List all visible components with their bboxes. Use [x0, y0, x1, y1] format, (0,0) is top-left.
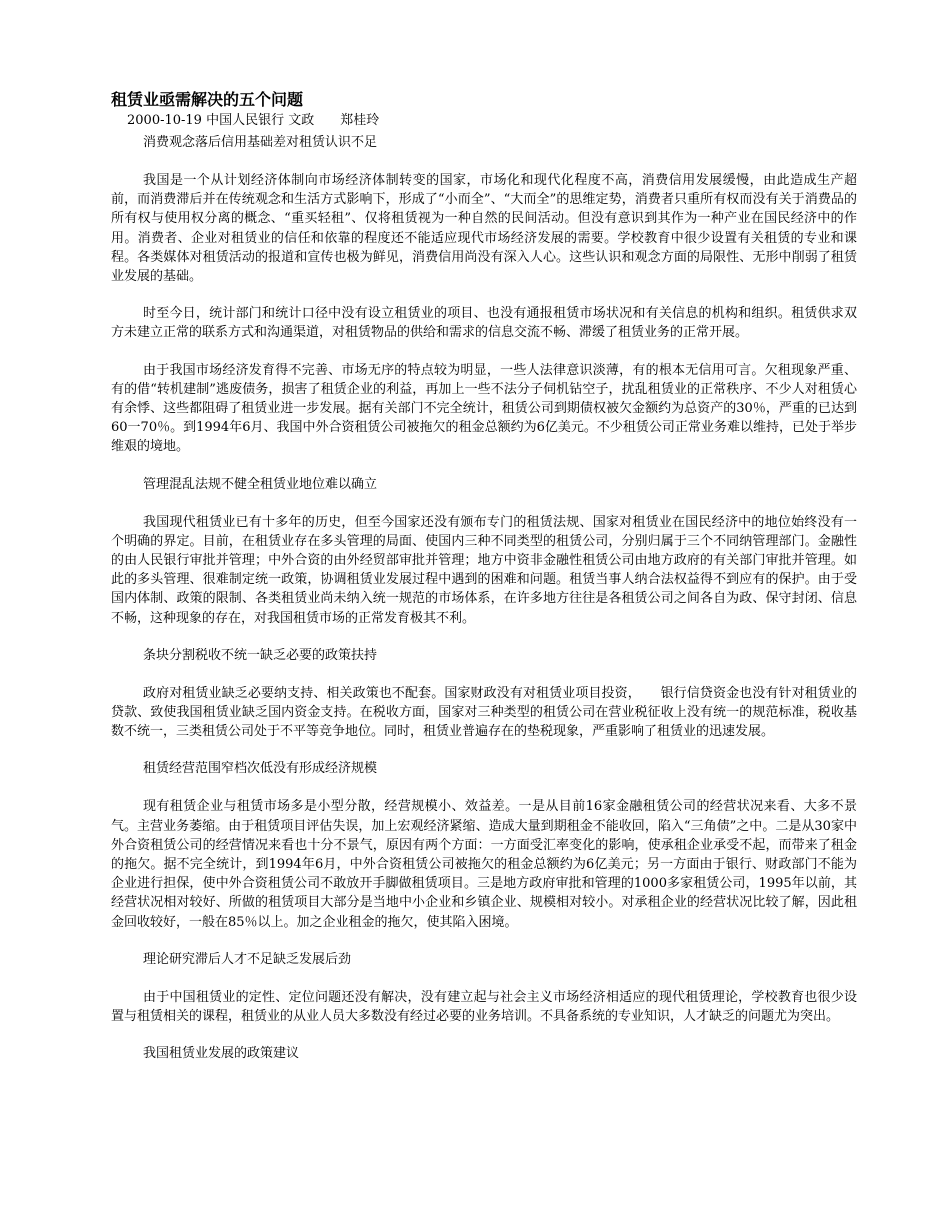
section-heading-3: 条块分割税收不统一缺乏必要的政策扶持 [143, 647, 378, 663]
article-title: 租赁业亟需解决的五个问题 [111, 90, 304, 109]
section-heading-2: 管理混乱法规不健全租赁业地位难以确立 [143, 476, 378, 492]
article-body [111, 88, 857, 1082]
paragraph: 由于我国市场经济发育得不完善、市场无序的特点较为明显，一些人法律意识淡薄，有的根本无信用可言。欠租现象严重、有的借“转机建制”逃废债务，损害了租赁企业的利益，再加上一些不法分子伺机钻空子，扰乱租赁业的正常秩序、不少人对租赁心有余悸、这些都阻碍了租赁业进一步发展。据有关部门不完全统计，租赁公司到期债权被欠金额约为总资产的30％，严重的已达到60一70％。到1994年6月、我国中外合资租赁公司被拖欠的租金总额约为6亿美元。不少租赁公司正常业务难以维持，已处于举步维艰的境地。 [111, 362, 857, 455]
article-meta: 2000-10-19 中国人民银行 文政 郑桂玲 [127, 113, 380, 128]
section-heading-1: 消费观念落后信用基础差对租赁认识不足 [143, 135, 378, 150]
section-heading-4: 租赁经营范围窄档次低没有形成经济规模 [143, 761, 378, 777]
paragraph: 我国是一个从计划经济体制向市场经济体制转变的国家，市场化和现代化程度不高，消费信用发展缓慢，由此造成生产超前，而消费滞后并在传统观念和生活方式影响下，形成了“小而全”、“大而全”的思维定势，消费者只重所有权而没有关于消费品的所有权与使用权分离的概念、“重买轻租”、仅将租赁视为一种自然的民间活动。但没有意识到其作为一种产业在国民经济中的作用。消费者、企业对租赁业的信任和依靠的程度还不能适应现代市场经济发展的需要。学校教育中很少设置有关租赁的专业和课程。各类媒体对租赁活动的报道和宣传也极为鲜见，消费信用尚没有深入人心。这些认识和观念方面的局限性、无形中削弱了租赁业发展的基础。 [111, 173, 857, 285]
paragraph: 时至今日，统计部门和统计口径中没有设立租赁业的项目、也没有通报租赁市场状况和有关信息的机构和组织。租赁供求双方未建立正常的联系方式和沟通渠道，对租赁物品的供给和需求的信息交流不畅、滞缓了租赁业务的正常开展。 [111, 306, 857, 341]
paragraph: 政府对租赁业缺乏必要纳支持、相关政策也不配套。国家财政没有对租赁业项目投资， 银行信贷资金也没有针对租赁业的贷款、致使我国租赁业缺乏国内资金支持。在税收方面，国家对三种类型的租赁公司在营业税征收上没有统一的规范标准，税收基数不统一，三类租赁公司处于不平等竞争地位。同时，租赁业普遍存在的垫税现象，严重影响了租赁业的迅速发展。 [111, 685, 857, 740]
paragraph: 现有租赁企业与租赁市场多是小型分散，经营规模小、效益差。一是从目前16家金融租赁公司的经营状况来看、大多不景气。主营业务萎缩。由于租赁项目评估失误，加上宏观经济紧缩、造成大量到期租金不能收回，陷入“三角债”之中。二是从30家中外合资租赁公司的经营情况来看也十分不景气，原因有两个方面：一方面受汇率变化的影响，使承租企业承受不起，而带来了租金的拖欠。据不完全统计，到1994年6月，中外合资租赁公司被拖欠的租金总额约为6亿美元；另一方面由于银行、财政部门不能为企业进行担保，使中外合资租赁公司不敢放开手脚做租赁项目。三是地方政府审批和管理的1000多家租赁公司，1995年以前，其经营状况相对较好、所做的租赁项目大部分是当地中小企业和乡镇企业、规模相对较小。对承租企业的经营状况比较了解，因此租金回收较好，一般在85％以上。加之企业租金的拖欠，使其陷入困境。 [111, 799, 857, 930]
paragraph: 由于中国租赁业的定性、定位问题还没有解决，没有建立起与社会主义市场经济相适应的现代租赁理论，学校教育也很少设置与租赁相关的课程，租赁业的从业人员大多数没有经过必要的业务培训。不具备系统的专业知识，人才缺乏的问题尤为突出。 [111, 989, 857, 1025]
paragraph: 我国现代租赁业已有十多年的历史，但至今国家还没有颁布专门的租赁法规、国家对租赁业在国民经济中的地位始终没有一个明确的界定。目前，在租赁业存在多头管理的局面、使国内三种不同类型的租赁公司，分别归属于三个不同纳管理部门。金融性的由人民银行审批并管理；中外合资的由外经贸部审批并管理；地方中资非金融性租赁公司由地方政府的有关部门审批并管理。如此的多头管理、很难制定统一政策，协调租赁业发展过程中遇到的困难和问题。租赁当事人纳合法权益得不到应有的保护。由于受国内体制、政策的限制、各类租赁业尚未纳入统一规范的市场体系，在许多地方往往是各租赁公司之间各自为政、保守封闭、信息不畅，这种现象的存在，对我国租赁市场的正常发育极其不利。 [111, 514, 857, 626]
section-heading-6: 我国租赁业发展的政策建议 [143, 1046, 300, 1062]
section-heading-5: 理论研究滞后人才不足缺乏发展后劲 [143, 951, 352, 967]
